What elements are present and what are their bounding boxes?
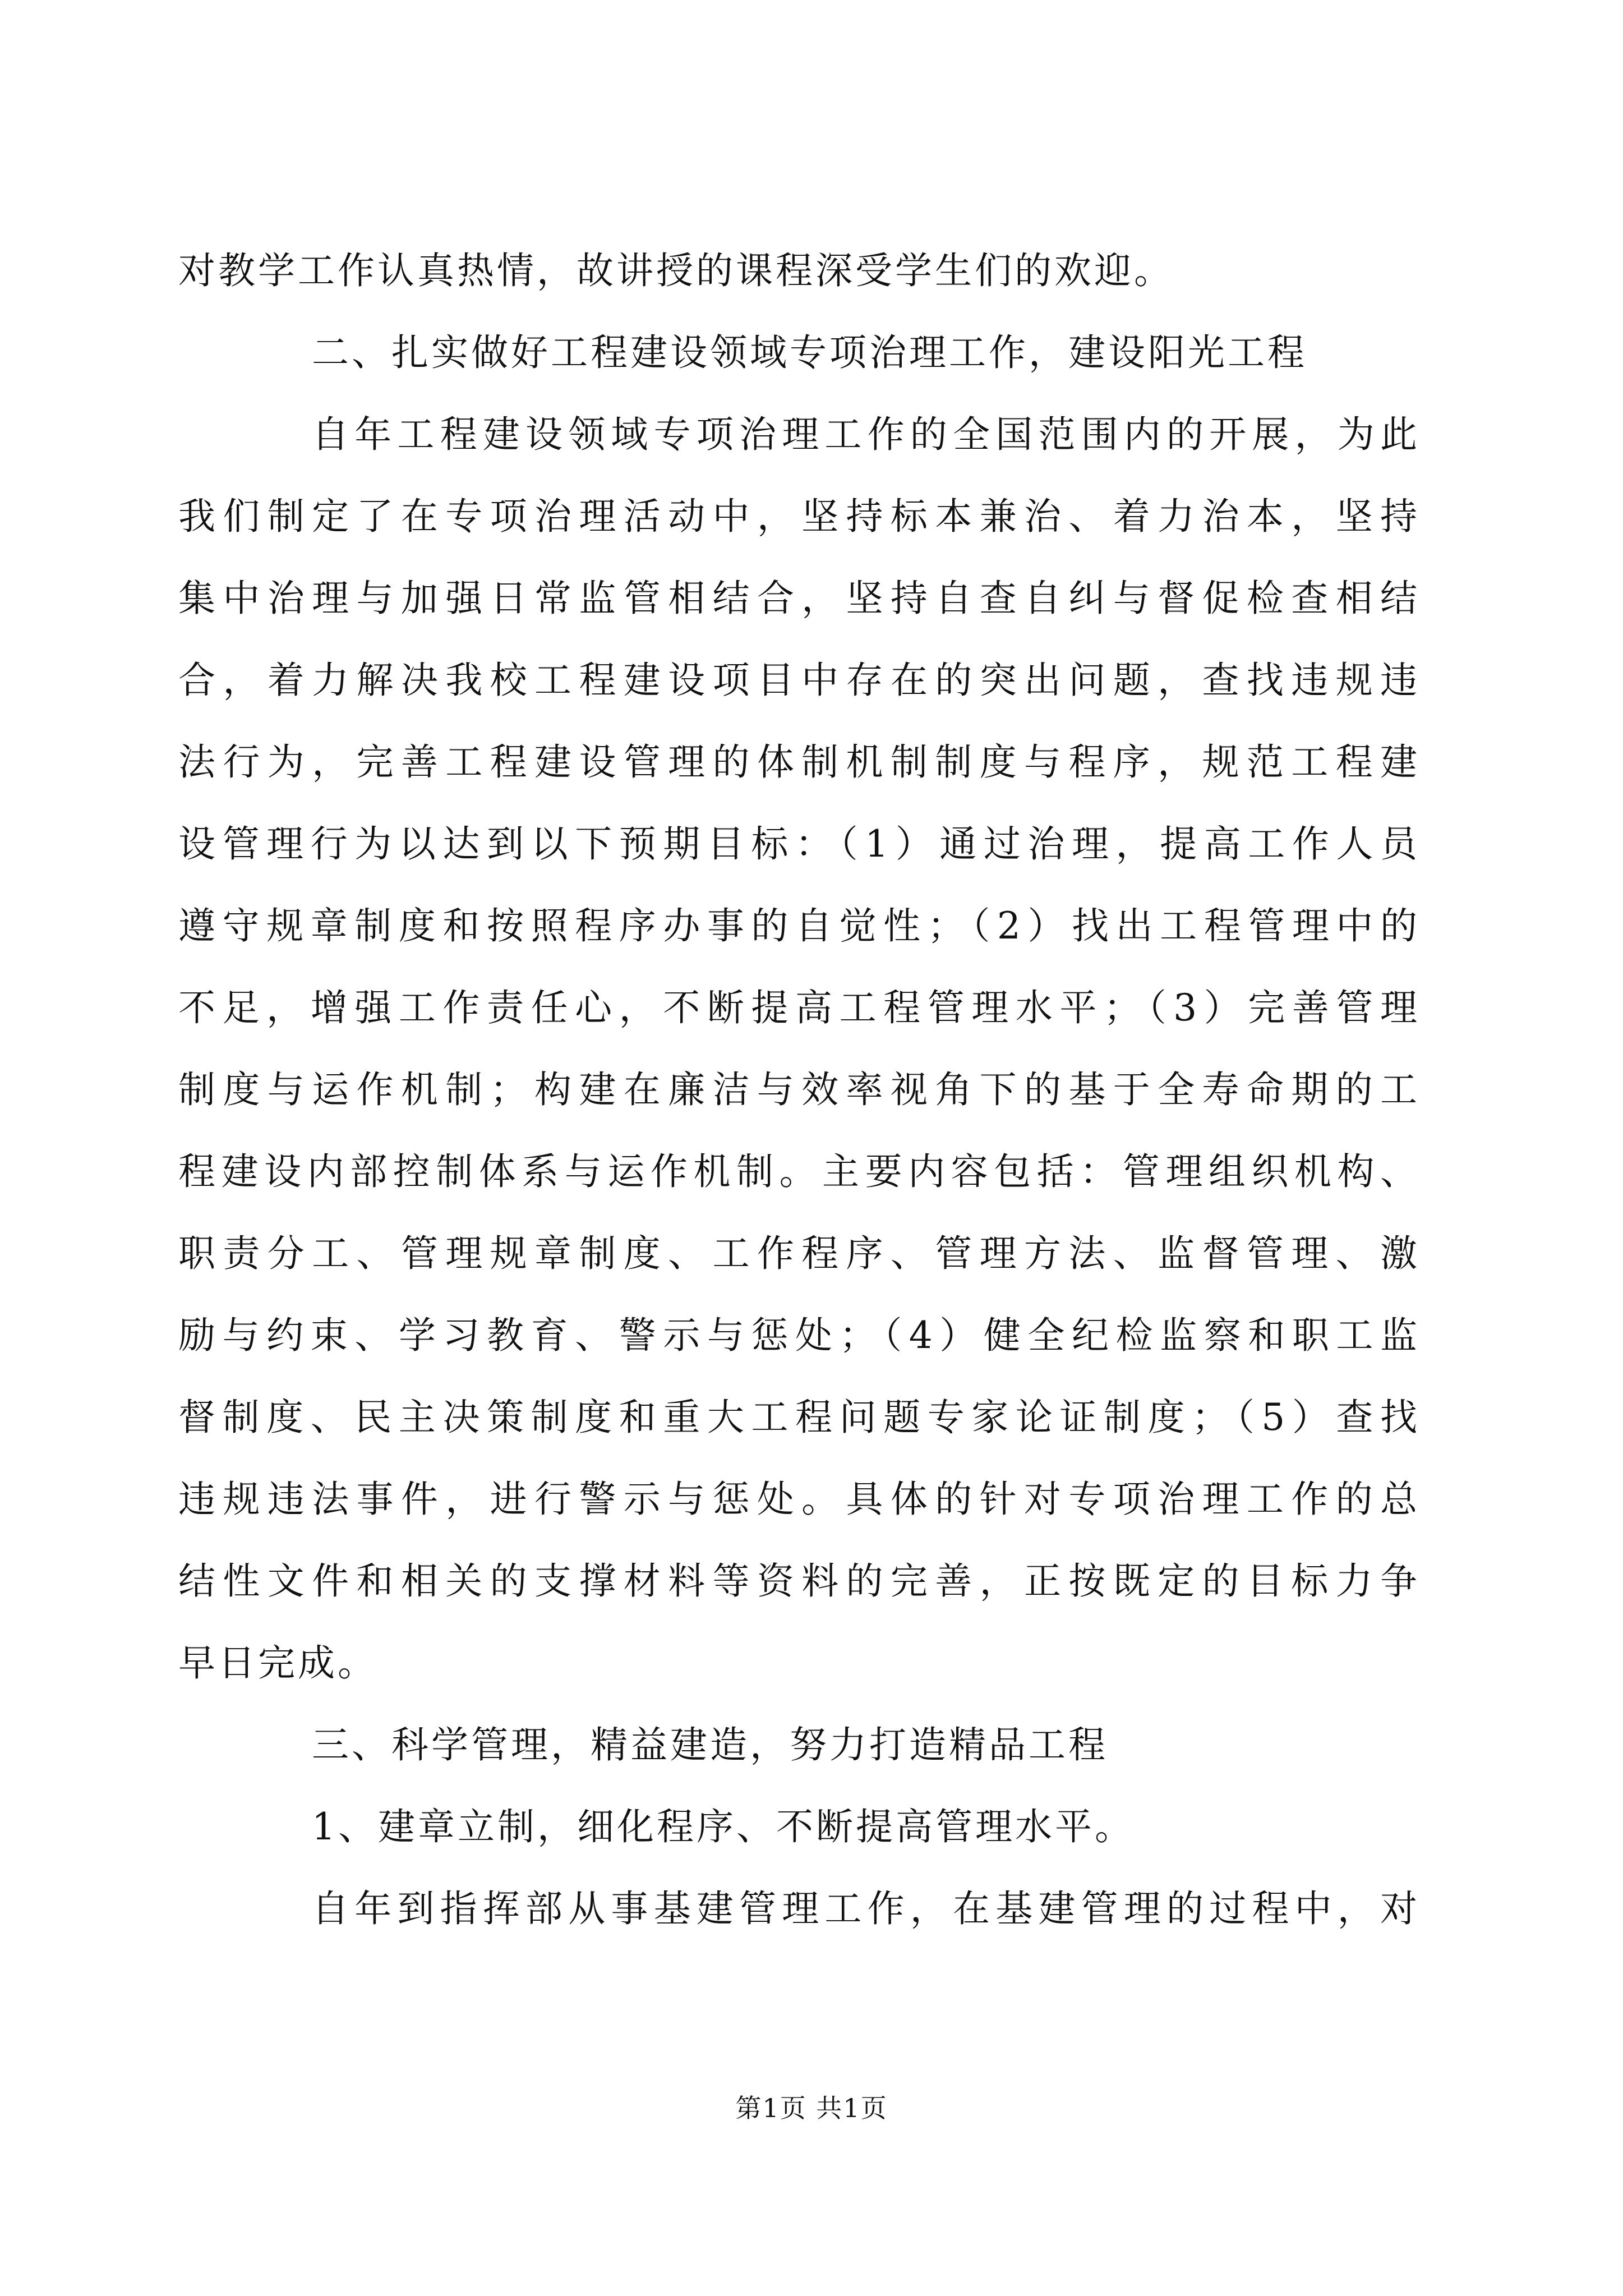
text-line: 1、建章立制，细化程序、不断提高管理水平。 <box>312 1805 1135 1848</box>
page-footer: 第1页 共1页 <box>735 2093 888 2123</box>
text-line: 设管理行为以达到以下预期目标：（1）通过治理，提高工作人员 <box>178 822 1420 866</box>
text-line: 励与约束、学习教育、警示与惩处；（4）健全纪检监察和职工监 <box>178 1314 1420 1357</box>
text-line: 结性文件和相关的支撑材料等资料的完善，正按既定的目标力争 <box>178 1559 1420 1603</box>
text-line: 法行为，完善工程建设管理的体制机制制度与程序，规范工程建 <box>178 740 1420 784</box>
text-line: 三、科学管理，精益建造，努力打造精品工程 <box>312 1723 1108 1766</box>
text-line: 我们制定了在专项治理活动中，坚持标本兼治、着力治本，坚持 <box>178 495 1420 538</box>
text-line: 二、扎实做好工程建设领域专项治理工作，建设阳光工程 <box>312 331 1307 374</box>
text-line: 违规违法事件，进行警示与惩处。具体的针对专项治理工作的总 <box>178 1478 1420 1521</box>
text-line: 对教学工作认真热情，故讲授的课程深受学生们的欢迎。 <box>178 249 1174 292</box>
text-line: 早日完成。 <box>178 1641 377 1685</box>
text-line: 自年工程建设领域专项治理工作的全国范围内的开展，为此 <box>312 413 1420 456</box>
text-line: 督制度、民主决策制度和重大工程问题专家论证制度；（5）查找 <box>178 1396 1420 1439</box>
text-line: 程建设内部控制体系与运作机制。主要内容包括：管理组织机构、 <box>178 1150 1420 1193</box>
text-line: 自年到指挥部从事基建管理工作，在基建管理的过程中，对 <box>312 1887 1420 1930</box>
text-line: 遵守规章制度和按照程序办事的自觉性；（2）找出工程管理中的 <box>178 904 1420 947</box>
text-line: 制度与运作机制；构建在廉洁与效率视角下的基于全寿命期的工 <box>178 1068 1420 1111</box>
text-line: 职责分工、管理规章制度、工作程序、管理方法、监督管理、激 <box>178 1232 1420 1275</box>
text-line: 合，着力解决我校工程建设项目中存在的突出问题，查找违规违 <box>178 659 1420 702</box>
body-text <box>178 230 1420 1950</box>
text-line: 不足，增强工作责任心，不断提高工程管理水平；（3）完善管理 <box>178 986 1420 1029</box>
text-line: 集中治理与加强日常监管相结合，坚持自查自纠与督促检查相结 <box>178 577 1420 620</box>
